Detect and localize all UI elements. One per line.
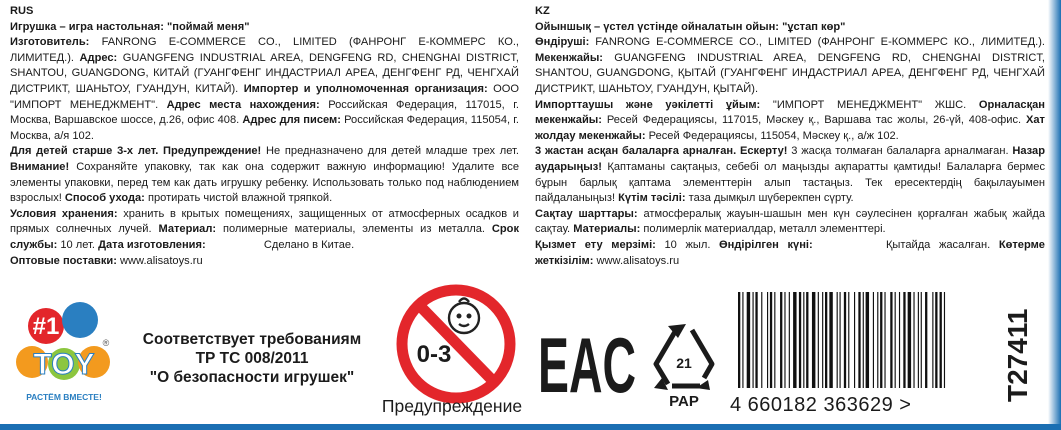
product-title: Игрушка – игра настольная: "поймай меня" [10,20,250,33]
age-range: 0-3 [416,341,452,368]
barcode-bar [806,292,808,388]
material-value: полимерные материалы, элементы из металла. [222,223,486,236]
location-value: Российская Федерация, 117015, г. Москва, Варшавское шоссе, д.26, офис 408. [10,98,519,127]
conformity-line-1: Соответствует требованиям [142,331,362,348]
barcode-bar [753,292,754,388]
conformity-line-3: "О безопасности игрушек" [149,369,355,386]
barcode-bar [780,292,782,388]
barcode-bar [899,292,900,388]
barcode-bar [921,292,922,388]
address-label: Мекенжайы: [535,51,603,64]
barcode-bar [818,292,819,388]
recycling-pap-icon [646,318,722,410]
barcode-bar [908,292,911,388]
kazakh-text-column [535,4,1045,269]
wholesale-label: Көтерме жеткізілім: [535,238,1045,267]
barcode-bar [738,292,740,388]
barcode-bar [895,292,896,388]
logo-slogan: РАСТЁМ ВМЕСТЕ! [26,392,102,402]
mail-value: Российская Федерация, 115054, г. Москва, а/я 102. [10,114,520,142]
importer-value: "ИМПОРТ МЕНЕДЖМЕНТ" ЖШС. [772,98,967,111]
wholesale-label: Оптовые поставки: [10,254,117,267]
barcode-bar [793,292,796,388]
barcode-bar [944,292,945,388]
barcode-bar [890,292,892,388]
barcode-bar [789,292,790,388]
conformity-line-2: ТР ТС 008/2011 [195,350,309,367]
product-title: Ойыншық – үстел үстінде ойналатын ойын: "ұстап көр" [535,20,846,33]
storage-label: Условия хранения: [10,207,118,220]
barcode-bar [770,292,772,388]
number-one-toy-logo [10,296,118,406]
care-value: протирать чистой влажной тряпкой. [147,192,333,205]
location-value: Ресей Федерациясы, 117015, Мәскеу қ., Варшава тас жолы, 26-үй, 408-офис. [606,114,1022,127]
care-value: таза дымқыл шүберекпен сүрту. [688,192,854,205]
barcode-bar [837,292,838,388]
barcode-bar [784,292,785,388]
made-date-label: Өндірілген күні: [719,238,813,251]
article-number [1000,296,1034,406]
barcode-bar [803,292,804,388]
care-label: Күтім тәсілі: [618,192,686,205]
barcode-bar [925,292,927,388]
barcode-bar [755,292,757,388]
barcode-bar [799,292,801,388]
language-label: RUS [10,5,34,17]
importer-label: Импортер и уполномоченная организация: [243,82,488,95]
care-label: Способ ухода: [64,192,145,205]
service-value: 10 лет. [60,238,95,251]
age-label: 3 жастан асқан балаларға арналған. Ескерту! [535,145,788,158]
address-label: Адрес: [79,51,118,64]
barcode-bar [877,292,878,388]
age-value: 3 жасқа толмаған балаларға арналмаған. [791,145,1009,158]
location-label: Адрес места нахождения: [166,98,320,111]
manufacturer-value: FANRONG E-COMMERCE CO., LIMITED (ФАНРОНГ Е-КОММЕРС КО., ЛИМИТЕД.). [10,36,519,64]
barcode-bar [935,292,937,388]
wholesale-value: www.alisatoys.ru [120,254,203,267]
barcode-bar [913,292,914,388]
material-value: полимерлік материалдар, металл элементтері. [643,223,886,236]
barcode-bar [918,292,919,388]
barcode-bar [884,292,885,388]
blue-bottom-strip [0,424,1061,430]
material-label: Материалы: [573,223,641,236]
importer-label: Импорттаушы және уәкілетті ұйым: [535,98,761,111]
barcode-bar [854,292,855,388]
material-label: Материал: [158,223,217,236]
article-code: T27411 [1002,308,1033,402]
recycling-label: PAP [669,393,699,410]
logo-number: #1 [32,313,60,340]
made-in-value: Қытайда жасалған. [885,238,991,251]
address-value: GUANGFENG INDUSTRIAL AREA, DENGFENG RD, CHENGHAI DISTRICT, SHANTOU, GUANGDONG, ҚЫТАЙ (ГУАНГФЕНГ ИНДАСТРИАЛ АРЕА, ДЕНГФЕНГ РД, ЧЕНГХАЙ ДИСТРИКТ, ШАНЬТОУ, ГУАНДУН, ҚЫТАЙ). [535,51,1045,95]
barcode-bar [742,292,743,388]
barcode-bar [774,292,775,388]
storage-label: Сақтау шарттары: [535,207,638,220]
manufacturer-label: Изготовитель: [10,36,90,49]
barcode-icon [734,292,998,390]
age-label: Для детей старше 3-х лет. Предупреждение! [10,145,262,158]
attention-label: Назар аударыңыз! [535,145,1045,173]
barcode-bar [858,292,860,388]
blue-edge-strip [1048,0,1061,430]
barcode-bar [903,292,905,388]
service-value: 10 жыл. [664,238,711,251]
made-in-value: Сделано в Китае. [263,238,355,251]
wholesale-value: www.alisatoys.ru [596,254,680,267]
eac-text: EAC [538,322,636,400]
barcode-bar [863,292,864,388]
barcode-bar [873,292,874,388]
barcode-bar [829,292,832,388]
barcode-bar [822,292,823,388]
barcode-bar [866,292,869,388]
attention-label: Внимание! [10,160,70,173]
barcode-digits: 4 660182 363629 > [730,394,912,416]
barcode-bar [840,292,841,388]
mail-label: Адрес для писем: [242,114,341,127]
address-value: GUANGFENG INDUSTRIAL AREA, DENGFENG RD, CHENGHAI DISTRICT, SHANTOU, GUANGDONG, КИТАЙ (ГУАНГФЕНГ ИНДАСТРИАЛ АРЕА, ДЕНГФЕНГ РД, ЧЕНГХАЙ ДИСТРИКТ, ШАНЬТОУ, ГУАНДУН, КИТАЙ). [10,51,519,95]
barcode-bar [761,292,762,388]
barcode-bar [940,292,942,388]
barcode-bar [812,292,815,388]
barcode-bar [844,292,846,388]
mail-value: Ресей Федерациясы, 115054, Мәскеу қ., а/ж 102. [648,129,899,142]
barcode-bar [932,292,933,388]
manufacturer-label: Өндіруші: [535,36,590,49]
attention-value: Қаптаманы сақтаңыз, себебі ол маңызды ақпаратты қамтиды! Балаларға бермес бұрын барлық қаптама элементтерін алып тастаңыз. Тек ересектердің бақылауымен пайдаланыңыз! [535,160,1045,205]
conformity-statement [118,330,386,387]
logo-word: TOY [33,348,95,381]
language-label: KZ [535,5,550,17]
warning-caption: Предупреждение [381,396,523,416]
russian-text-column [10,4,519,269]
mail-label: Хат жолдау мекенжайы: [535,114,1045,142]
recycling-code: 21 [676,355,692,371]
barcode-bar [747,292,750,388]
manufacturer-value: FANRONG E-COMMERCE CO., LIMITED (ФАНРОНГ Е-КОММЕРС КО., ЛИМИТЕД.). [595,36,1045,49]
barcode-bar [848,292,849,388]
barcode-bar [825,292,827,388]
barcode-bar [880,292,882,388]
made-date-label: Дата изготовления: [98,238,206,251]
storage-value: хранить в крытых помещениях, защищенных от атмосферных осадков и прямых солнечных лучей. [10,207,519,236]
importer-value: ООО "ИМПОРТ МЕНЕДЖМЕНТ". [10,82,519,111]
location-label: Орналасқан мекенжайы: [535,98,1045,127]
barcode-bar [767,292,768,388]
service-label: Срок службы: [10,223,519,251]
logo-blue-blob [62,302,98,338]
registered-mark: ® [102,338,110,348]
eac-mark-icon [536,322,638,400]
service-label: Қызмет ету мерзімі: [535,238,656,251]
attention-value: Сохраняйте упаковку, так как она содержит важную информацию! Удалите все элементы упаковки, перед тем как дать игрушку ребенку. Использовать только под наблюдением взрослых! [10,160,519,205]
age-value: Не предназначено для детей младше трех лет. [266,145,519,158]
storage-value: атмосфералық жауын-шашын мен күн сәулесінен қорғалған жабық жайда сақтау. [535,207,1045,236]
